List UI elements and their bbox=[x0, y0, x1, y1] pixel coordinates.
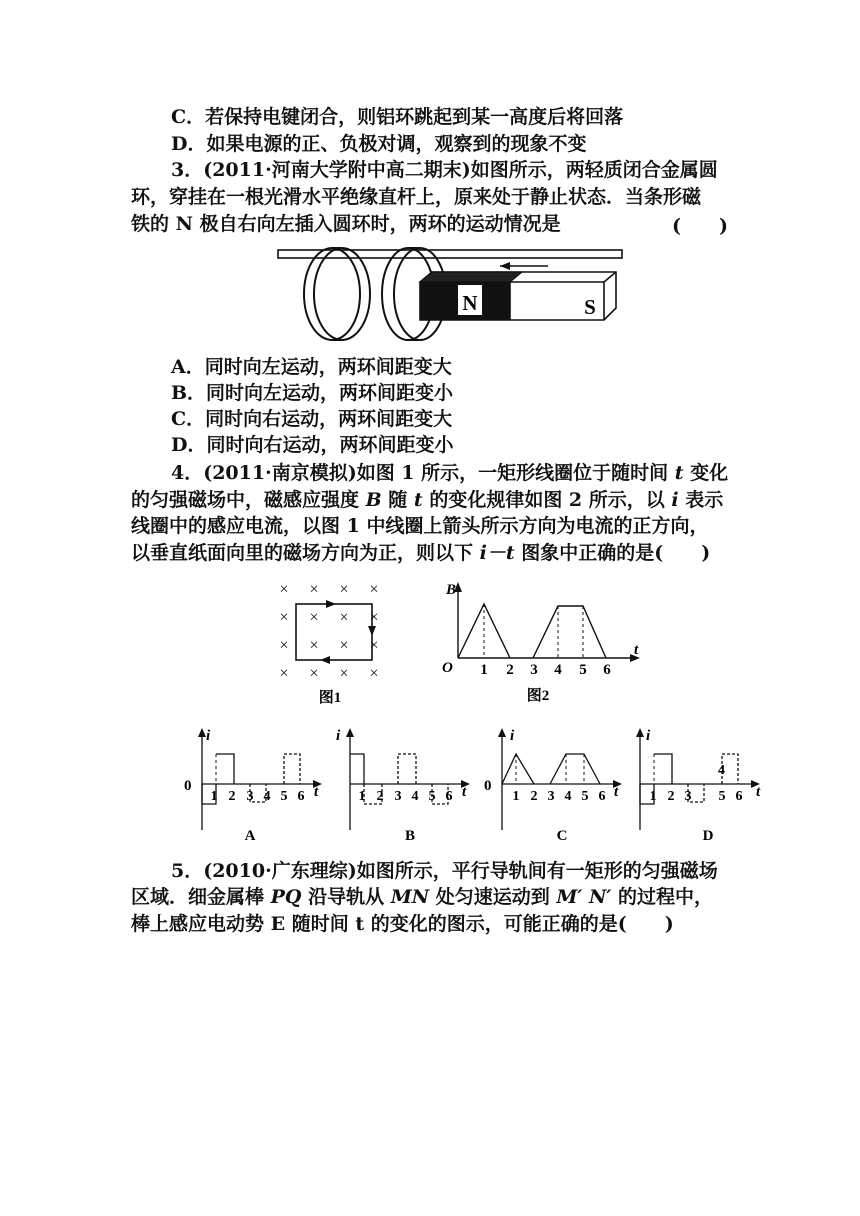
figure1-caption: 图1 bbox=[318, 690, 342, 706]
graph-c-label: C bbox=[556, 828, 568, 844]
svg-text:6: 6 bbox=[598, 789, 606, 804]
svg-text:t: t bbox=[314, 784, 319, 800]
q3-option-a: A．同时向左运动，两环间距变大 bbox=[171, 356, 452, 378]
fig2-origin: O bbox=[442, 660, 453, 676]
svg-text:×: × bbox=[339, 637, 349, 654]
svg-text:4: 4 bbox=[263, 789, 271, 804]
svg-text:2: 2 bbox=[376, 789, 384, 804]
q2-option-d: D．如果电源的正、负极对调，观察到的现象不变 bbox=[171, 133, 587, 155]
q4-figure1 bbox=[268, 574, 398, 710]
svg-text:4: 4 bbox=[564, 789, 572, 804]
svg-text:i: i bbox=[336, 728, 341, 744]
q3-option-b: B．同时向左运动，两环间距变小 bbox=[171, 382, 454, 404]
svg-text:1: 1 bbox=[210, 789, 218, 804]
svg-text:5: 5 bbox=[579, 662, 587, 678]
svg-text:t: t bbox=[614, 784, 619, 800]
svg-text:×: × bbox=[309, 609, 319, 626]
q4-figure2 bbox=[436, 576, 646, 708]
svg-text:t: t bbox=[462, 784, 467, 800]
motion-arrow bbox=[500, 262, 548, 270]
graph-a-label: A bbox=[244, 828, 256, 844]
bar-magnet bbox=[420, 272, 616, 320]
svg-text:4: 4 bbox=[411, 789, 419, 804]
svg-text:3: 3 bbox=[394, 789, 402, 804]
graph-d-label: D bbox=[702, 828, 714, 844]
svg-text:5: 5 bbox=[581, 789, 589, 804]
svg-text:6: 6 bbox=[735, 789, 743, 804]
svg-text:t: t bbox=[756, 784, 761, 800]
graph-b-label: B bbox=[404, 828, 416, 844]
magnet-n-label: N bbox=[462, 291, 478, 315]
q5-stem-line1: 5．(2010·广东理综)如图所示，平行导轨间有一矩形的匀强磁场 bbox=[171, 860, 718, 882]
q3-answer-paren: ( ) bbox=[672, 215, 728, 237]
q3-option-c: C．同时向右运动，两环间距变大 bbox=[171, 408, 453, 430]
svg-text:3: 3 bbox=[684, 789, 692, 804]
svg-text:×: × bbox=[309, 665, 319, 682]
svg-text:×: × bbox=[369, 609, 379, 626]
svg-text:×: × bbox=[279, 637, 289, 654]
svg-text:×: × bbox=[369, 581, 379, 598]
fig2-ylabel: B bbox=[446, 582, 457, 598]
svg-text:6: 6 bbox=[445, 789, 453, 804]
svg-text:4: 4 bbox=[554, 662, 562, 678]
svg-text:2: 2 bbox=[506, 662, 514, 678]
svg-text:×: × bbox=[369, 637, 379, 654]
svg-text:3: 3 bbox=[547, 789, 555, 804]
svg-text:5: 5 bbox=[718, 789, 726, 804]
svg-text:1: 1 bbox=[649, 789, 657, 804]
svg-text:×: × bbox=[279, 609, 289, 626]
ring-left bbox=[304, 248, 370, 340]
q3-stem-line3: 铁的 N 极自右向左插入圆环时，两环的运动情况是 bbox=[131, 213, 561, 235]
fig2-curve-2 bbox=[533, 606, 606, 658]
svg-text:i: i bbox=[206, 728, 211, 744]
graph-d-extra-label: 4 bbox=[718, 763, 725, 778]
q4-option-graphs bbox=[180, 720, 780, 848]
svg-text:2: 2 bbox=[530, 789, 538, 804]
svg-text:×: × bbox=[279, 665, 289, 682]
fig2-tick-labels bbox=[480, 662, 611, 678]
svg-text:5: 5 bbox=[280, 789, 288, 804]
svg-text:i: i bbox=[646, 728, 651, 744]
q5-stem-line3: 棒上感应电动势 E 随时间 t 的变化的图示，可能正确的是( ) bbox=[131, 913, 674, 935]
svg-text:1: 1 bbox=[512, 789, 520, 804]
svg-text:i: i bbox=[510, 728, 515, 744]
q2-option-c: C．若保持电键闭合，则铝环跳起到某一高度后将回落 bbox=[171, 106, 624, 128]
magnet-s-label: S bbox=[584, 295, 596, 319]
coil-arrow-right bbox=[368, 626, 376, 636]
q4-stem-line1: 4．(2011·南京模拟)如图 1 所示，一矩形线圈位于随时间 t 变化 bbox=[171, 462, 729, 484]
q3-stem-line2: 环，穿挂在一根光滑水平绝缘直杆上，原来处于静止状态．当条形磁 bbox=[131, 186, 702, 208]
svg-text:1: 1 bbox=[358, 789, 366, 804]
graph-d bbox=[636, 728, 761, 844]
graph-a bbox=[184, 728, 322, 844]
svg-text:6: 6 bbox=[603, 662, 611, 678]
coil-arrow-top bbox=[326, 600, 336, 608]
svg-text:2: 2 bbox=[667, 789, 675, 804]
q4-stem-line3: 线圈中的感应电流，以图 1 中线圈上箭头所示方向为电流的正方向， bbox=[131, 515, 709, 537]
svg-text:3: 3 bbox=[530, 662, 538, 678]
q4-stem-line2: 的匀强磁场中，磁感应强度 B 随 t 的变化规律如图 2 所示，以 i 表示 bbox=[131, 489, 724, 511]
coil-rectangle bbox=[296, 604, 372, 660]
svg-text:×: × bbox=[369, 665, 379, 682]
svg-text:0: 0 bbox=[184, 778, 192, 794]
svg-text:6: 6 bbox=[297, 789, 305, 804]
svg-text:5: 5 bbox=[428, 789, 436, 804]
svg-text:2: 2 bbox=[228, 789, 236, 804]
svg-text:1: 1 bbox=[480, 662, 488, 678]
q3-option-d: D．同时向右运动，两环间距变小 bbox=[171, 434, 454, 456]
svg-text:×: × bbox=[279, 581, 289, 598]
field-crosses bbox=[279, 581, 378, 682]
svg-text:×: × bbox=[309, 637, 319, 654]
svg-text:×: × bbox=[339, 609, 349, 626]
graph-b bbox=[336, 728, 470, 844]
coil-arrow-bottom bbox=[320, 656, 330, 664]
q3-stem-line1: 3．(2011·河南大学附中高二期末)如图所示，两轻质闭合金属圆 bbox=[171, 159, 718, 181]
rod bbox=[278, 250, 622, 258]
svg-text:3: 3 bbox=[246, 789, 254, 804]
fig2-xlabel: t bbox=[634, 642, 639, 658]
svg-text:×: × bbox=[339, 581, 349, 598]
q3-figure bbox=[270, 244, 630, 348]
q4-stem-line4: 以垂直纸面向里的磁场方向为正，则以下 i－t 图象中正确的是( ) bbox=[131, 542, 711, 564]
svg-text:×: × bbox=[309, 581, 319, 598]
q5-stem-line2: 区域．细金属棒 PQ 沿导轨从 MN 处匀速运动到 M′ N′ 的过程中， bbox=[131, 886, 714, 908]
figure2-caption: 图2 bbox=[526, 688, 550, 704]
graph-c bbox=[484, 728, 622, 844]
svg-text:0: 0 bbox=[484, 778, 492, 794]
svg-text:×: × bbox=[339, 665, 349, 682]
